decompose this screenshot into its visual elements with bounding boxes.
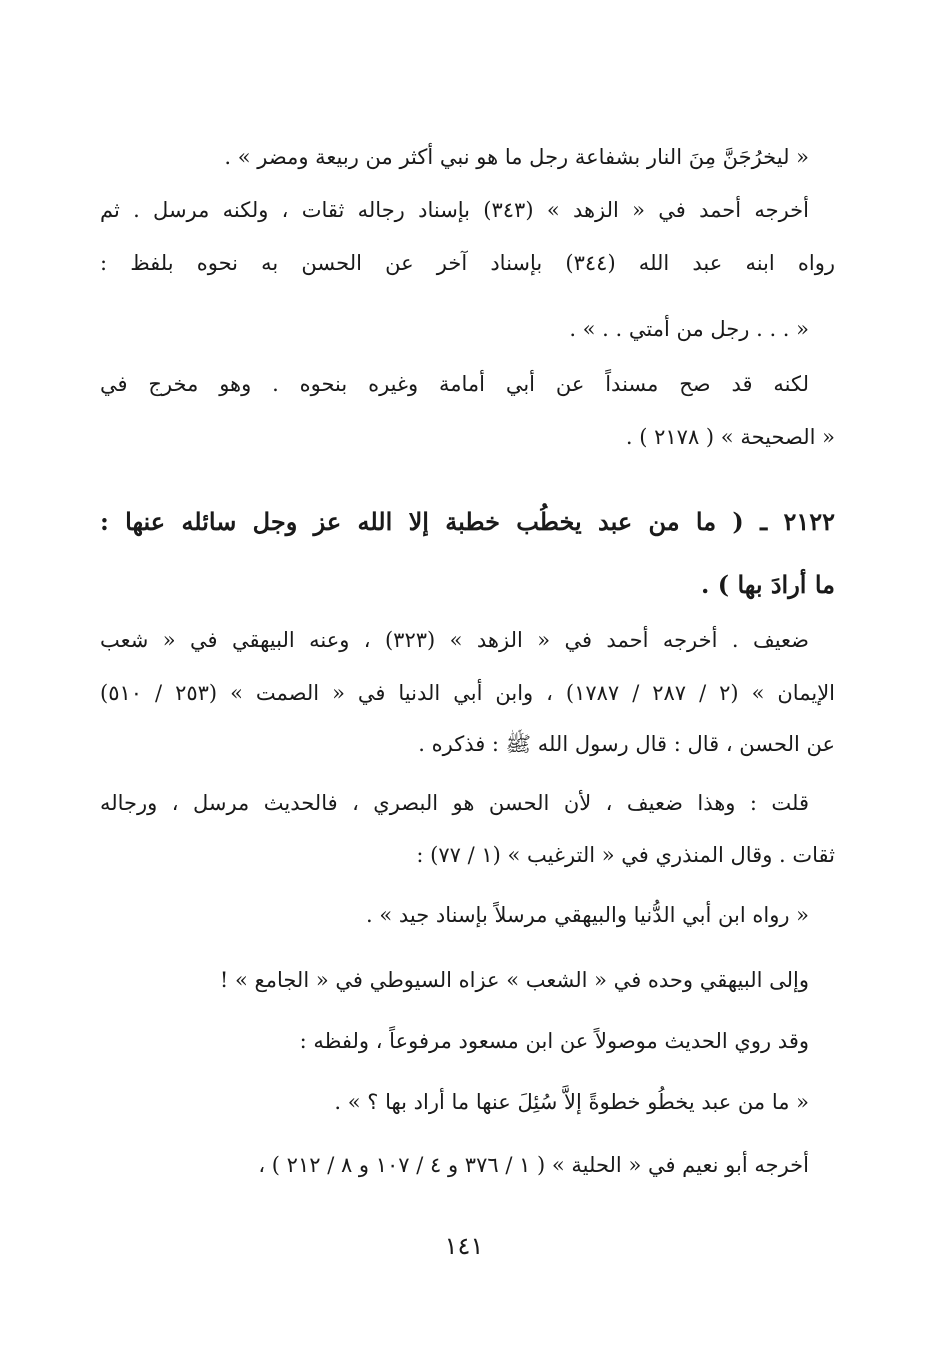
text-line: ثقات . وقال المنذري في « الترغيب » (١ / ٧٧) : [416,843,835,867]
text-line: عن الحسن ، قال : قال رسول الله ﷺ : فذكره . [418,732,835,756]
text-line: رواه ابنه عبد الله (٣٤٤) بإسناد آخر عن الحسن به نحوه بلفظ : [100,251,836,275]
text-line: « رواه ابن أبي الدُّنيا والبيهقي مرسلاً بإسناد جيد » . [365,903,809,927]
text-line: أخرجه أبو نعيم في « الحلية » ( ١ / ٣٧٦ و ٤ / ١٠٧ و ٨ / ٢١٢ ) ، [258,1153,809,1177]
section-heading: ما أرادَ بها ) . [701,570,835,599]
text-line: وقد روي الحديث موصولاً عن ابن مسعود مرفوعاً ، ولفظه : [299,1029,809,1053]
text-line: ضعيف . أخرجه أحمد في « الزهد » (٣٢٣) ، وعنه البيهقي في « شعب [100,628,809,652]
text-line: قلت : وهذا ضعيف ، لأن الحسن هو البصري ، فالحديث مرسل ، ورجاله [100,791,809,815]
text-line: لكنه قد صح مسنداً عن أبي أمامة وغيره بنحوه . وهو مخرج في [100,372,809,396]
text-line: أخرجه أحمد في « الزهد » (٣٤٣) بإسناد رجاله ثقات ، ولكنه مرسل . ثم [100,198,809,222]
page-number: ١٤١ [444,1232,484,1260]
text-line: الإيمان » (٢ / ٢٨٧ / ١٧٨٧) ، وابن أبي الدنيا في « الصمت » (٢٥٣ / ٥١٠) [100,681,836,705]
section-heading: ٢١٢٢ ـ ( ما من عبد يخطُب خطبة إلا الله عز وجل سائله عنها : [100,507,835,536]
text-line: « الصحيحة » ( ٢١٧٨ ) . [625,425,835,449]
text-line: « . . . رجل من أمتي . . » . [569,317,809,341]
text-line: « ليخرُجَنَّ مِنَ النار بشفاعة رجل ما هو نبي أكثر من ربيعة ومضر » . [224,145,809,169]
text-line: وإلى البيهقي وحده في « الشعب » عزاه السيوطي في « الجامع » ! [219,968,809,992]
text-line: « ما من عبد يخطُو خطوةً إلاَّ سُئِلَ عنها ما أراد بها ؟ » . [334,1090,809,1114]
